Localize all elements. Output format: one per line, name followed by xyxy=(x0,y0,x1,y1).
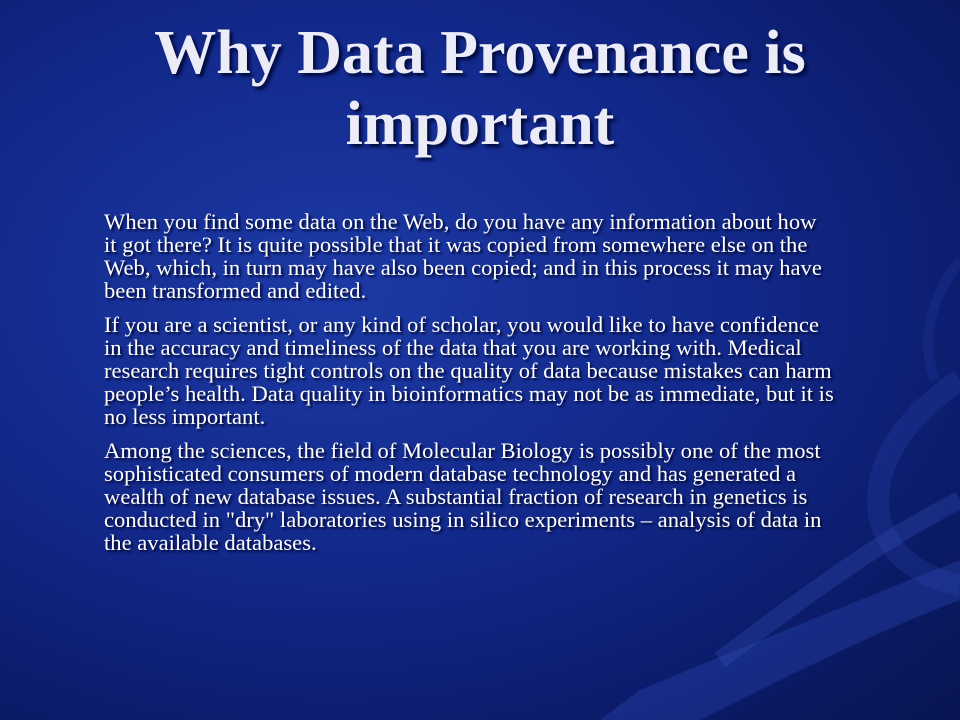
slide-body xyxy=(104,210,834,565)
body-paragraph-1: When you find some data on the Web, do you have any information about how it got there? It is quite possible that it was copied from somewhere else on the Web, which, in turn may have also been copied; and in this process it may have been transformed and edited. xyxy=(104,209,822,303)
slide-title: Why Data Provenance is important xyxy=(154,19,806,159)
body-paragraph-2: If you are a scientist, or any kind of scholar, you would like to have confidence in the accuracy and timeliness of the data that you are working with. Medical research requires tight controls on the quality of data because mistakes can harm people’s health. Data quality in bioinformatics may not be as immediate, but it is no less important. xyxy=(104,312,834,429)
body-paragraph-3: Among the sciences, the field of Molecular Biology is possibly one of the most sophisticated consumers of modern database technology and has generated a wealth of new database issues. A substantial fraction of research in genetics is conducted in "dry" laboratories using in silico experiments – analysis of data in the available databases. xyxy=(104,438,822,555)
